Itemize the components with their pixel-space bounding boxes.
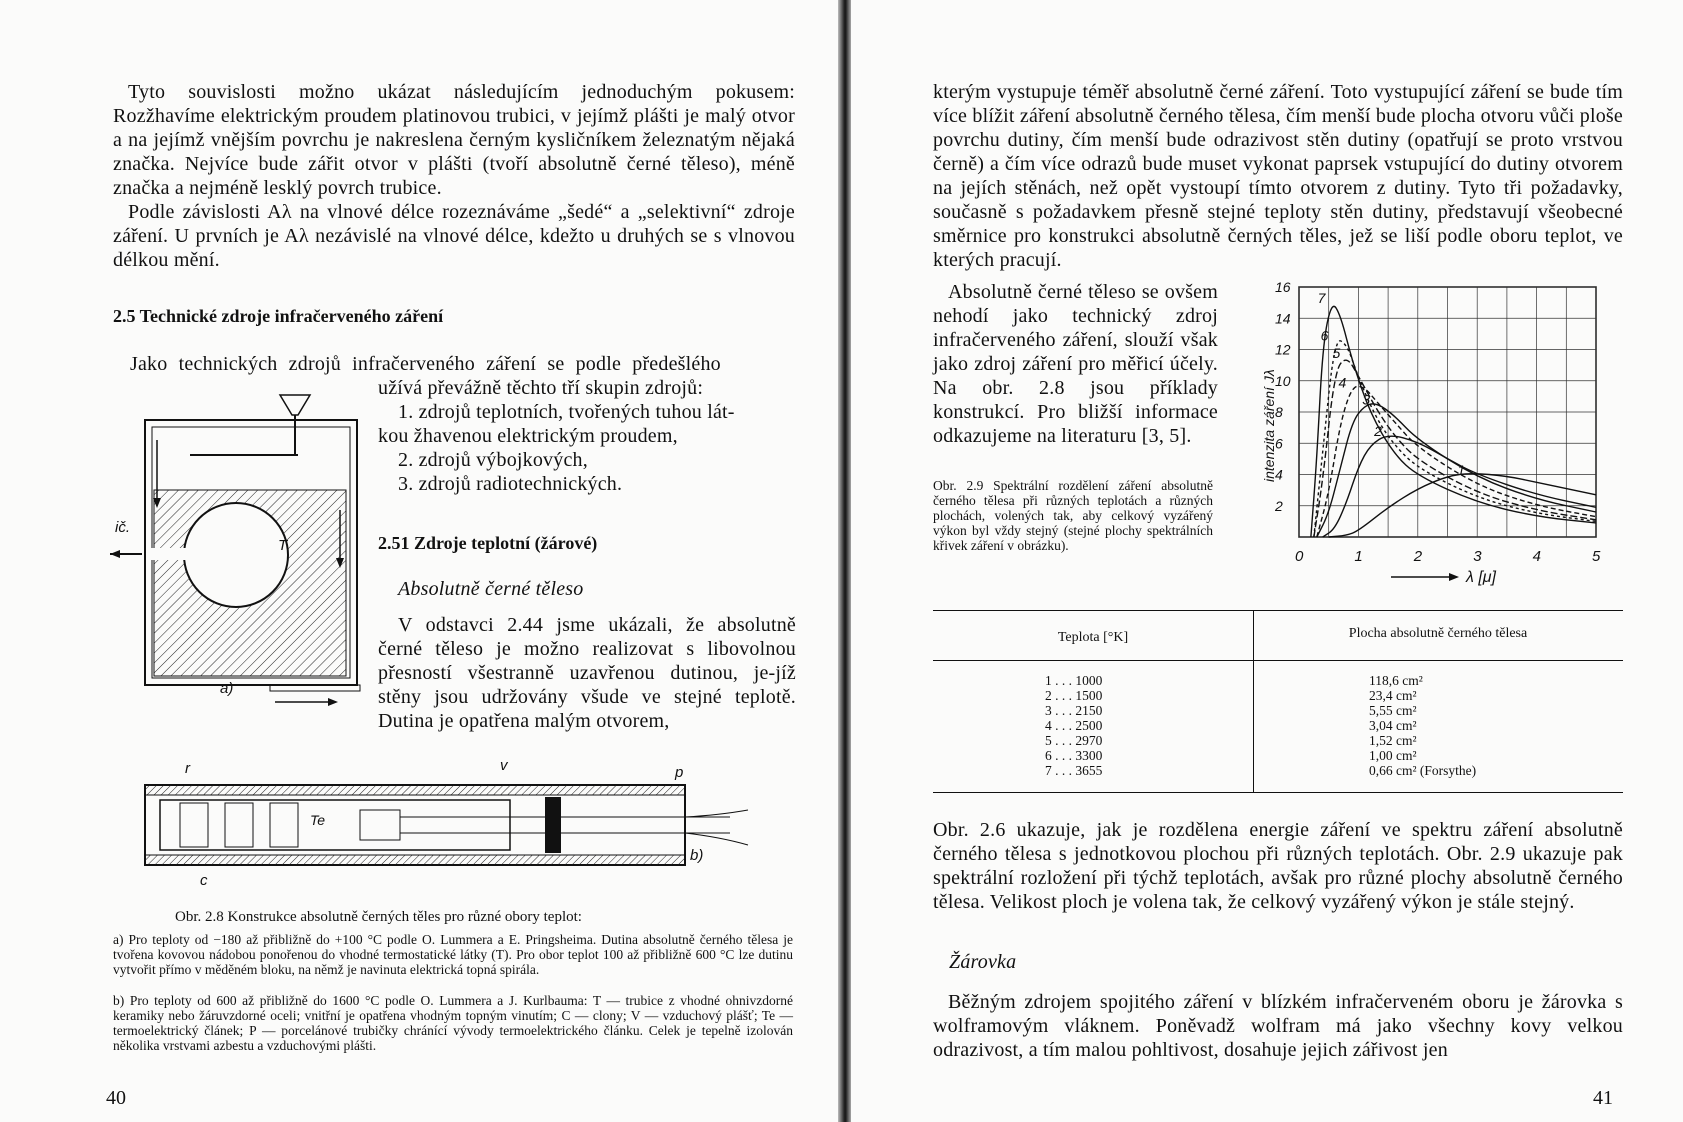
intro-line: Jako technických zdrojů infračerveného záření se podle předešlého: [130, 353, 721, 375]
table-row: [933, 673, 1623, 688]
table-header-rule: [933, 660, 1623, 661]
list-item-2: 2. zdrojů výbojkových,: [398, 449, 588, 471]
x-tick-label: 1: [1354, 548, 1363, 565]
y-tick-label: 2: [1275, 497, 1283, 514]
x-tick-label: 4: [1532, 548, 1541, 565]
right-paragraph-2: Absolutně černé těleso se ovšem nehodí jako technický zdroj infračerveného záření, slouží však jako zdroj záření pro měřicí účely. Na obr. 2.8 jsou příklady konstrukcí. Pro bližší informace odkazujeme na literaturu [3, 5].: [933, 281, 1218, 447]
figure-2-9-chart: [1251, 282, 1621, 592]
table-row: [933, 733, 1623, 748]
figure-2-9-caption: Obr. 2.9 Spektrální rozdělení záření absolutně černého tělesa při různých teplotách a různých plochách, volených tak, aby celkový vyzářený výkon byl vždy stejný (stejné plochy spektrálních křivek záření v obrázku).: [933, 478, 1213, 553]
table-bottom-rule: [933, 792, 1623, 793]
table-cell-temperature: 6 . . . 3300: [1045, 748, 1103, 763]
label-ic: ič.: [115, 519, 130, 536]
figure-2-8-caption-a: a) Pro teploty od −180 až přibližně do +100 °C podle O. Lummera a E. Pringsheima. Dutina absolutně černého tělesa je tvořena kovovou nádobou ponořenou do vhodné termostatické látky (T). Pro obor teplot 100 až přibližně 600 °C lze dutinu vytvořit přímo v měděném bloku, na němž je navinuta elektrická topná spirála.: [113, 932, 793, 977]
table-top-rule: [933, 610, 1623, 611]
table-row: [933, 718, 1623, 733]
left-paragraph-1: Tyto souvislosti možno ukázat následujícím jednoduchým pokusem: Rozžhavíme elektrickým proudem platinovou trubici, v jejímž plášti je malý otvor a na jejímž vnějším povrchu je nakreslena černým kysličníkem železnatým nějaká značka. Nejvíce bude zářit otvor v plášti (tvoří absolutně černé těleso), méně značka a nejméně lesklý povrch trubice.: [113, 81, 795, 199]
table-cell-temperature: 5 . . . 2970: [1045, 733, 1103, 748]
table-row: [933, 763, 1623, 778]
series-label-1: 1: [1457, 461, 1466, 478]
book-gutter: [838, 0, 852, 1122]
series-label-5: 5: [1332, 344, 1341, 361]
x-tick-label: 3: [1473, 548, 1482, 565]
label-b: b): [690, 847, 704, 864]
table-cell-area: 118,6 cm²: [1369, 673, 1423, 688]
table-cell-area: 23,4 cm²: [1369, 688, 1417, 703]
figure-2-8-b: [130, 755, 750, 895]
table-row: [933, 748, 1623, 763]
table-row: [933, 703, 1623, 718]
x-tick-label: 5: [1592, 548, 1601, 565]
label-T: T: [278, 537, 288, 554]
table-cell-area: 1,52 cm²: [1369, 733, 1417, 748]
chart-ylabel: intenzita záření Jλ: [1261, 369, 1277, 482]
list-item-1b: kou žhavenou elektrickým proudem,: [378, 425, 678, 447]
figure-2-8-caption-b: b) Pro teploty od 600 až přibližně do 1600 °C podle O. Lummera a J. Kurlbauma: T — trubice z vhodné ohnivzdorné keramiky nebo žáruvzdorné oceli; vnitřní je opatřena vhodným topným vinutím; C — clony; V — vzduchový plášť; Te — termoelektrický článek; P — porcelánové trubičky chránící vývody termoelektrického článku. Celek je tepelně izolován několika vrstvami azbestu a vzduchovými plášti.: [113, 993, 793, 1053]
y-tick-label: 12: [1275, 341, 1291, 358]
label-r: r: [185, 760, 190, 777]
series-label-6: 6: [1320, 327, 1329, 344]
italic-heading-blackbody: Absolutně černé těleso: [398, 578, 584, 600]
series-label-3: 3: [1362, 391, 1371, 408]
y-tick-label: 10: [1275, 372, 1291, 389]
figure-2-8-caption-title: Obr. 2.8 Konstrukce absolutně černých těles pro různé obory teplot:: [175, 909, 582, 925]
chart-xlabel: λ [μ]: [1466, 569, 1496, 586]
label-a: a): [220, 680, 234, 697]
page-number-left: 40: [106, 1087, 126, 1109]
y-tick-label: 14: [1275, 310, 1291, 327]
chart-series: [1311, 290, 1596, 537]
label-Te: Te: [310, 812, 326, 828]
table-body: [933, 673, 1623, 778]
table-cell-area: 5,55 cm²: [1369, 703, 1417, 718]
xlabel-arrowhead: [1449, 573, 1459, 581]
label-p: p: [675, 764, 684, 781]
table-header-area: Plocha absolutně černého tělesa: [1348, 626, 1528, 641]
table-cell-temperature: 3 . . . 2150: [1045, 703, 1103, 718]
left-paragraph-2: Podle závislosti Aλ na vlnové délce rozeznáváme „šedé“ a „selektivní“ zdroje záření. U prvních je Aλ nezávislé na vlnové délce, kdežto u druhých se s vlnovou délkou mění.: [113, 201, 795, 271]
x-tick-label: 2: [1413, 548, 1423, 565]
series-label-4: 4: [1338, 374, 1347, 391]
right-page: [851, 0, 1683, 1122]
subsection-heading: 2.51 Zdroje teplotní (žárové): [378, 533, 598, 553]
left-paragraph-4: V odstavci 2.44 jsme ukázali, že absolutně černé těleso je možno realizovat s libovolnou přesností všestranně uzavřenou dutinou, je-jíž stěny jsou udržovány všude ve stejné teplotě. Dutina je opatřena malým otvorem,: [378, 614, 796, 732]
table-cell-area: 3,04 cm²: [1369, 718, 1417, 733]
list-item-3: 3. zdrojů radiotechnických.: [398, 473, 623, 495]
table-cell-temperature: 7 . . . 3655: [1045, 763, 1103, 778]
table-cell-temperature: 4 . . . 2500: [1045, 718, 1103, 733]
chart-ticks: [1274, 282, 1601, 565]
series-label-2: 2: [1374, 422, 1382, 439]
y-tick-label: 8: [1275, 404, 1283, 420]
y-tick-label: 4: [1275, 466, 1283, 483]
table-header-temperature: Teplota [°K]: [1057, 630, 1129, 645]
table-row: [933, 688, 1623, 703]
label-v: v: [500, 757, 508, 774]
table-cell-area: 0,66 cm² (Forsythe): [1369, 763, 1477, 778]
table-cell-area: 1,00 cm²: [1369, 748, 1417, 763]
series-label-7: 7: [1317, 290, 1326, 307]
y-tick-label: 6: [1275, 435, 1283, 452]
section-heading: 2.5 Technické zdroje infračerveného záření: [113, 306, 444, 326]
right-paragraph-4: Běžným zdrojem spojitého záření v blízkém infračerveném oboru je žárovka s wolframovým vláknem. Poněvadž wolfram má jako všechny kovy velkou odrazivost, a tím malou pohltivost, dosahuje jejich zářivost jen: [933, 991, 1623, 1061]
right-paragraph-3: Obr. 2.6 ukazuje, jak je rozdělena energie záření ve spektru záření absolutně černého tělesa s jednotkovou plochou při různých teplotách. Obr. 2.9 ukazuje pak spektrální rozložení při týchž teplotách, avšak pro různé plochy absolutně černého tělesa. Velikost ploch je volena tak, že celkový vyzářený výkon je stále stejný.: [933, 819, 1623, 913]
list-item-1: 1. zdrojů teplotních, tvořených tuhou lát-: [398, 401, 735, 423]
italic-heading-bulb: Žárovka: [949, 951, 1017, 973]
table-cell-temperature: 1 . . . 1000: [1045, 673, 1103, 688]
right-paragraph-1: kterým vystupuje téměř absolutně černé záření. Toto vystupující záření se bude tím více blížit záření absolutně černého tělesa, čím menší bude plocha otvoru vůči ploše povrchu dutiny, čím menší bude odrazivost stěn dutiny (opatřují se proto vrstvou černě) a čím více odrazů bude muset vykonat paprsek vstupující do dutiny otvorem na jejích stěnách, než opět vystoupí tímto otvorem z dutiny. Tyto tři požadavky, současně s požadavkem přesně stejné teploty stěn dutiny, představují všeobecné směrnice pro konstrukci absolutně černých těles, jež se liší podle oboru teplot, ve kterých pracují.: [933, 81, 1623, 271]
chart-grid: [1299, 287, 1596, 537]
series-line-1: [1329, 474, 1596, 537]
page-number-right: 41: [1593, 1087, 1613, 1109]
table-cell-temperature: 2 . . . 1500: [1045, 688, 1103, 703]
intro-line-2: užívá převážně těchto tří skupin zdrojů:: [378, 377, 704, 399]
y-tick-label: 16: [1275, 282, 1291, 295]
figure-2-8-a: [110, 390, 370, 730]
label-c: c: [200, 872, 208, 889]
x-tick-label: 0: [1295, 548, 1304, 565]
